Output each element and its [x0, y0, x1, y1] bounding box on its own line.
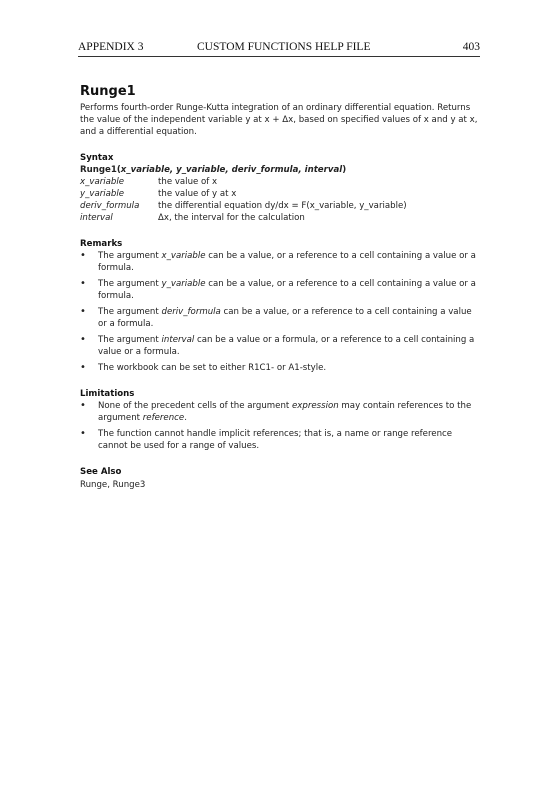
- limitations-list: [80, 400, 480, 452]
- argument-row: [80, 176, 480, 188]
- remark-argument: deriv_formula: [161, 307, 221, 317]
- remark-item: [80, 278, 480, 302]
- limitation-argument: reference: [142, 413, 185, 423]
- argument-description: Δx, the interval for the calculation: [158, 213, 305, 223]
- function-title: Runge1: [80, 84, 136, 99]
- section-title: CUSTOM FUNCTIONS HELP FILE: [197, 41, 371, 53]
- limitation-argument: expression: [292, 401, 339, 411]
- remark-item: [80, 334, 480, 358]
- page-number: 403: [462, 41, 480, 53]
- help-entry: [80, 86, 480, 491]
- remark-item: [80, 250, 480, 274]
- argument-row: [80, 212, 480, 224]
- argument-description: the differential equation dy/dx = F(x_variable, y_variable): [158, 201, 407, 211]
- limitation-text: may contain references to the argument: [98, 401, 472, 423]
- argument-name: x_variable: [80, 177, 125, 187]
- argument-row: [80, 188, 480, 200]
- limitation-text: The function cannot handle implicit references; that is, a name or range reference cannot be used for a range of values.: [98, 429, 453, 451]
- appendix-label: APPENDIX 3: [78, 41, 144, 53]
- argument-description: the value of x: [158, 177, 218, 187]
- remark-item: [80, 362, 480, 374]
- remark-text: The workbook can be set to either R1C1- or A1-style.: [98, 363, 327, 373]
- limitation-text: .: [184, 413, 187, 423]
- limitation-text: None of the precedent cells of the argument: [98, 401, 292, 411]
- see-also-links: Runge, Runge3: [80, 480, 146, 490]
- argument-list: [80, 176, 480, 224]
- argument-name: deriv_formula: [80, 201, 140, 211]
- remark-argument: interval: [161, 335, 195, 345]
- argument-name: y_variable: [80, 189, 125, 199]
- remark-argument: x_variable: [161, 251, 206, 261]
- limitation-item: [80, 400, 480, 424]
- remarks-list: [80, 250, 480, 374]
- remark-text: can be a value, or a reference to a cell containing a value or a formula.: [98, 251, 476, 273]
- syntax-close: ): [342, 165, 347, 175]
- remark-text: The argument: [98, 279, 162, 289]
- syntax-signature: [80, 164, 480, 176]
- see-also-heading: See Also: [80, 467, 122, 477]
- remark-text: can be a value, or a reference to a cell containing a value or a formula.: [98, 279, 476, 301]
- remark-item: [80, 306, 480, 330]
- remark-text: The argument: [98, 307, 162, 317]
- page-header: [78, 40, 480, 57]
- remarks-heading: Remarks: [80, 239, 123, 249]
- limitations-heading: Limitations: [80, 389, 135, 399]
- remark-text: can be a value, or a reference to a cell containing a value or a formula.: [98, 307, 472, 329]
- syntax-arguments: x_variable, y_variable, deriv_formula, interval: [120, 165, 343, 175]
- remark-text: The argument: [98, 251, 162, 261]
- function-description: Performs fourth-order Runge-Kutta integration of an ordinary differential equation. Returns the value of the independent variable y at x + Δx, based on specified values of x and y at x, and a differential equation.: [80, 103, 478, 137]
- syntax-function-name: Runge1(: [80, 165, 121, 175]
- remark-text: The argument: [98, 335, 162, 345]
- limitation-item: [80, 428, 480, 452]
- remark-text: can be a value or a formula, or a reference to a cell containing a value or a formula.: [98, 335, 475, 357]
- argument-description: the value of y at x: [158, 189, 237, 199]
- syntax-heading: Syntax: [80, 153, 114, 163]
- remark-argument: y_variable: [161, 279, 206, 289]
- argument-name: interval: [80, 213, 113, 223]
- argument-row: [80, 200, 480, 212]
